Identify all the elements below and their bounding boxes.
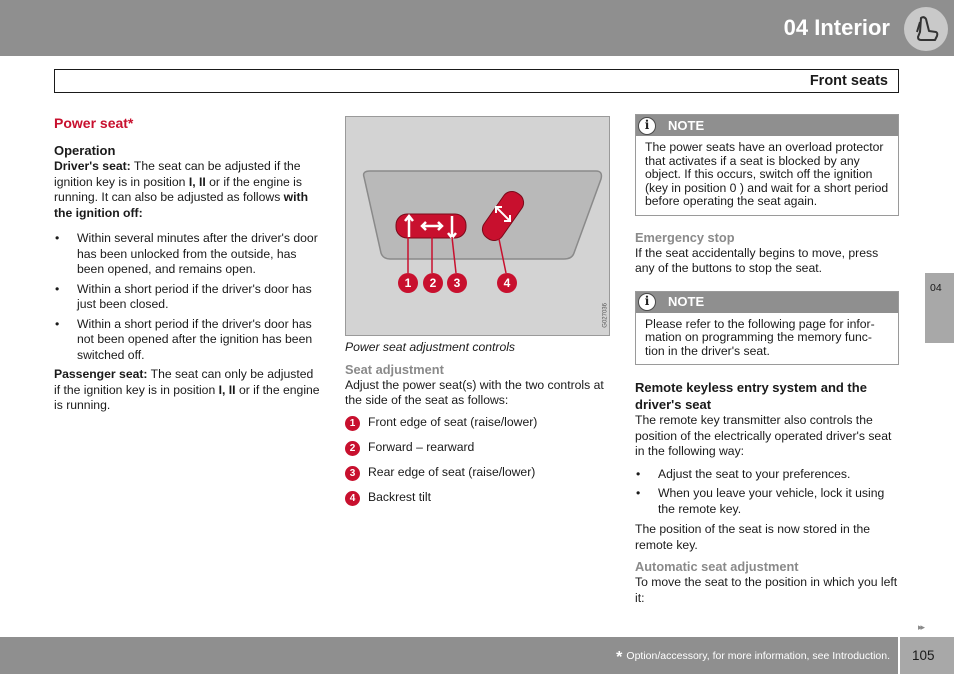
item-label: Backrest tilt [368,489,431,504]
driver-seat-label: Driver's seat: [54,159,131,173]
figure-caption: Power seat adjustment controls [345,340,516,354]
driver-seat-text-c: with the ignition off: [54,190,309,220]
item-label: Rear edge of seat (raise/lower) [368,464,536,479]
item-label: Forward – rearward [368,439,475,454]
list-item [345,465,610,490]
callout-label-2: 2 [429,276,437,290]
page-number: 105 [912,648,935,663]
list-item [345,490,610,515]
note-title: NOTE [668,117,705,133]
note-header [636,115,898,136]
list-item: • Within a short period if the driver's door has not been opened after the ignition has been switched off. [54,317,320,364]
list-item [345,440,610,465]
power-seat-heading: Power seat* [54,115,134,131]
list-item: • Within a short period if the driver's door has just been closed. [54,282,320,313]
note-header [636,292,898,313]
footer-star: * [616,649,623,666]
column-1 [54,114,320,414]
seat-adjustment-heading: Seat adjustment [345,361,444,377]
passenger-seat-text-a: The seat can only be adjusted if the ignition key is in position [54,367,314,397]
operation-heading: Operation [54,143,116,158]
footer-bar [0,637,898,674]
item-label: Front edge of seat (raise/lower) [368,414,538,429]
number-badge: 2 [345,441,360,456]
footer-note-text: Option/accessory, for more information, see Introduction. [626,650,890,662]
passenger-seat-label: Passenger seat: [54,367,148,381]
emergency-stop-heading: Emergency stop [635,229,735,245]
list-item: • When you leave your vehicle, lock it using the remote key. [635,486,899,517]
seat-adjustment-list [345,415,610,515]
section-title-box [54,69,899,93]
note-title: NOTE [668,294,705,310]
column-3 [635,114,899,606]
remote-keyless-after: The position of the seat is now stored in the remote key. [635,522,871,552]
remote-keyless-heading: Remote keyless entry system and the driver's seat [635,380,867,412]
driver-seat-text-a: The seat can be adjusted if the ignition key is in position [54,159,301,189]
number-badge: 3 [345,466,360,481]
next-page-arrows-icon: ▸▸ [918,622,924,632]
section-title: Front seats [809,73,888,89]
automatic-seat-heading: Automatic seat adjustment [635,559,799,574]
seat-icon [904,7,948,51]
chapter-side-tab-label: 04 [930,282,942,294]
chapter-icon-box [898,2,954,56]
emergency-stop-text: If the seat accidentally begins to move, press any of the buttons to stop the seat. [635,245,879,275]
figure-code: G027036 [603,303,609,328]
driver-seat-conditions-list [54,231,320,363]
passenger-seat-positions: I, II [218,382,236,397]
remote-keyless-text: The remote key transmitter also controls the position of the electrically operated driver's seat in the following way: [635,413,892,458]
info-icon: i [638,293,656,311]
automatic-seat-text: To move the seat to the position in which you left it: [635,575,898,605]
note-box-memory [635,291,899,366]
passenger-seat-text-b: or if the engine is running. [54,382,320,412]
driver-seat-paragraph [54,159,320,221]
list-item: • Adjust the seat to your preferences. [635,467,899,483]
list-item [345,415,610,440]
note-body: The power seats have an overload protector that activates if a seat is blocked by any object. If this occurs, switch off the ignition (key in position 0 ) and wait for a short period before operating the seat again. [645,140,889,208]
note-body: Please refer to the following page for infor-mation on programming the memory func-tion in the driver's seat. [645,316,875,358]
callout-label-1: 1 [404,276,412,290]
number-badge: 4 [345,491,360,506]
chapter-title: 04 Interior [783,15,890,40]
number-badge: 1 [345,416,360,431]
power-seat-controls-illustration [346,117,610,336]
callout-label-3: 3 [453,276,461,290]
callout-label-4: 4 [503,276,511,290]
info-icon: i [638,117,656,135]
power-seat-controls-figure [345,116,610,336]
seat-adjustment-text: Adjust the power seat(s) with the two controls at the side of the seat as follows: [345,377,604,407]
remote-keyless-list [635,467,899,518]
note-box-overload [635,114,899,216]
driver-seat-text-b: or if the engine is running. It can also be adjusted as follows [54,174,302,204]
footer-note [616,649,890,665]
column-2 [345,116,610,515]
list-item: • Within several minutes after the driver's door has been unlocked from the outside, has been opened, and remains open. [54,231,320,278]
passenger-seat-paragraph [54,367,320,414]
driver-seat-positions: I, II [188,174,206,189]
